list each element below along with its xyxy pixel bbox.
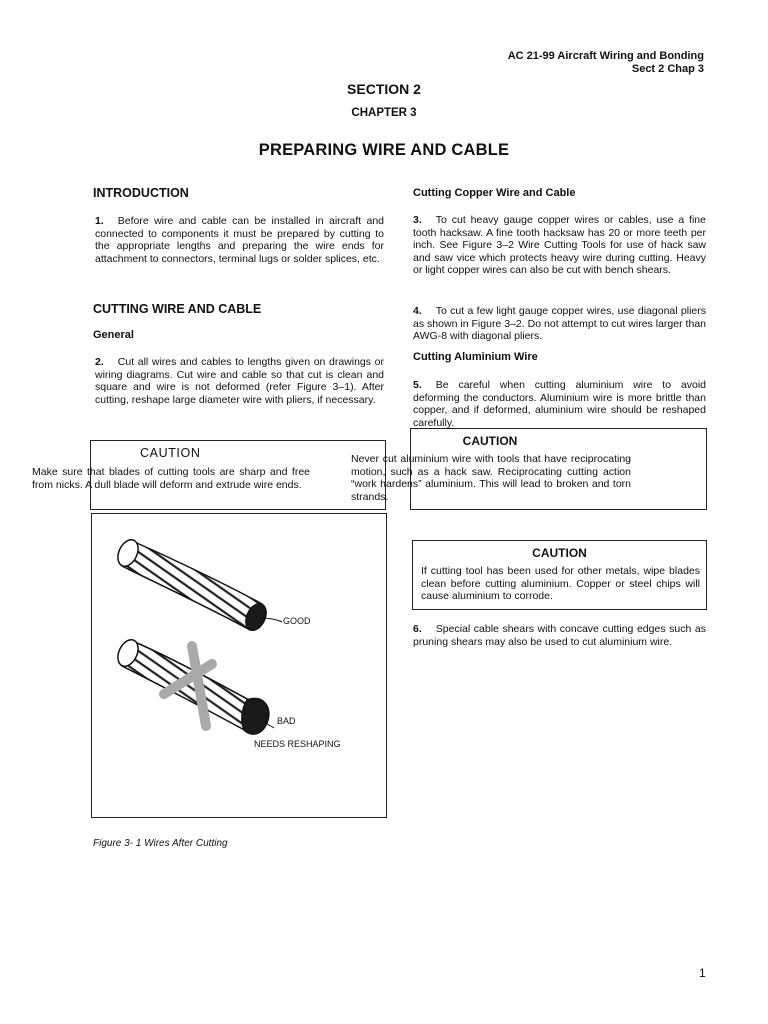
caution-title: CAUTION	[532, 546, 587, 560]
paragraph-text: Be careful when cutting aluminium wire to avoid deforming the conductors. Aluminium wire is more brittle than copper, and if deformed, aluminium wire should be reshaped carefully.	[413, 379, 706, 429]
paragraph-4	[413, 305, 706, 343]
figure-caption: Figure 3- 1 Wires After Cutting	[93, 838, 228, 849]
paragraph-text: To cut a few light gauge copper wires, use diagonal pliers as shown in Figure 3–2. Do not attempt to cut wires larger than AWG-8 with diagonal pliers.	[413, 305, 706, 343]
figure-label-bad: BAD	[277, 716, 296, 726]
document-title: AC 21-99 Aircraft Wiring and Bonding	[507, 50, 704, 62]
paragraph-number: 6.	[413, 623, 422, 635]
paragraph-number: 3.	[413, 214, 422, 226]
good-wire-image	[114, 537, 282, 634]
caution-title: CAUTION	[462, 434, 518, 448]
introduction-heading: INTRODUCTION	[93, 186, 189, 200]
page-title: PREPARING WIRE AND CABLE	[258, 141, 510, 159]
section-label: SECTION 2	[347, 81, 421, 97]
bad-wire-image	[114, 637, 274, 735]
figure-frame	[91, 513, 387, 818]
paragraph-5	[413, 379, 706, 429]
paragraph-text: Cut all wires and cables to lengths given on drawings or wiring diagrams. Cut wire and cable so that cut is clean and square and wire is not deformed (refer Figure 3–1). After cutting, reshape large diameter wire with pliers, if necessary.	[95, 356, 384, 406]
figure-label-needs-reshaping: NEEDS RESHAPING	[254, 739, 341, 749]
caution-text: If cutting tool has been used for other metals, wipe blades clean before cutting aluminium. Copper or steel chips will cause aluminium to corrode.	[421, 565, 700, 603]
paragraph-6	[413, 623, 706, 648]
figure-label-good: GOOD	[283, 616, 311, 626]
section-chapter-ref: Sect 2 Chap 3	[631, 63, 704, 75]
paragraph-number: 1.	[95, 215, 104, 227]
paragraph-number: 4.	[413, 305, 422, 317]
wire-illustration	[92, 514, 386, 817]
paragraph-number: 5.	[413, 379, 422, 391]
caution-text: Make sure that blades of cutting tools are sharp and free from nicks. A dull blade will deform and extrude wire ends.	[32, 466, 310, 491]
cutting-copper-heading: Cutting Copper Wire and Cable	[413, 187, 576, 199]
paragraph-3	[413, 214, 706, 277]
running-header	[508, 50, 704, 76]
chapter-label: CHAPTER 3	[351, 107, 417, 119]
paragraph-1	[95, 215, 384, 265]
caution-text: Never cut aluminium wire with tools that have reciprocating motion, such as a hack saw. Reciprocating cutting action “work hardens” aluminium. This will lead to broken and torn strands.	[351, 453, 631, 503]
cutting-wire-heading: CUTTING WIRE AND CABLE	[93, 302, 262, 316]
paragraph-text: Before wire and cable can be installed in aircraft and connected to components it must be prepared by cutting to the appropriate lengths and preparing the wire ends for attachment to connectors, terminal lugs or solder splices, etc.	[95, 215, 384, 265]
paragraph-text: To cut heavy gauge copper wires or cables, use a fine tooth hacksaw. A fine tooth hacksaw has 20 or more teeth per inch. See Figure 3–2 Wire Cutting Tools for use of hack saw and saw vice which protects heavy wire during cutting. Heavy or light copper wires can also be cut with bench shears.	[413, 214, 706, 277]
caution-title: CAUTION	[140, 446, 201, 460]
paragraph-text: Special cable shears with concave cutting edges such as pruning shears may also be used to cut aluminium wire.	[413, 623, 706, 648]
paragraph-2	[95, 356, 384, 406]
paragraph-number: 2.	[95, 356, 104, 368]
general-heading: General	[93, 329, 134, 341]
cutting-aluminium-heading: Cutting Aluminium Wire	[413, 351, 538, 363]
page-number: 1	[699, 966, 706, 980]
